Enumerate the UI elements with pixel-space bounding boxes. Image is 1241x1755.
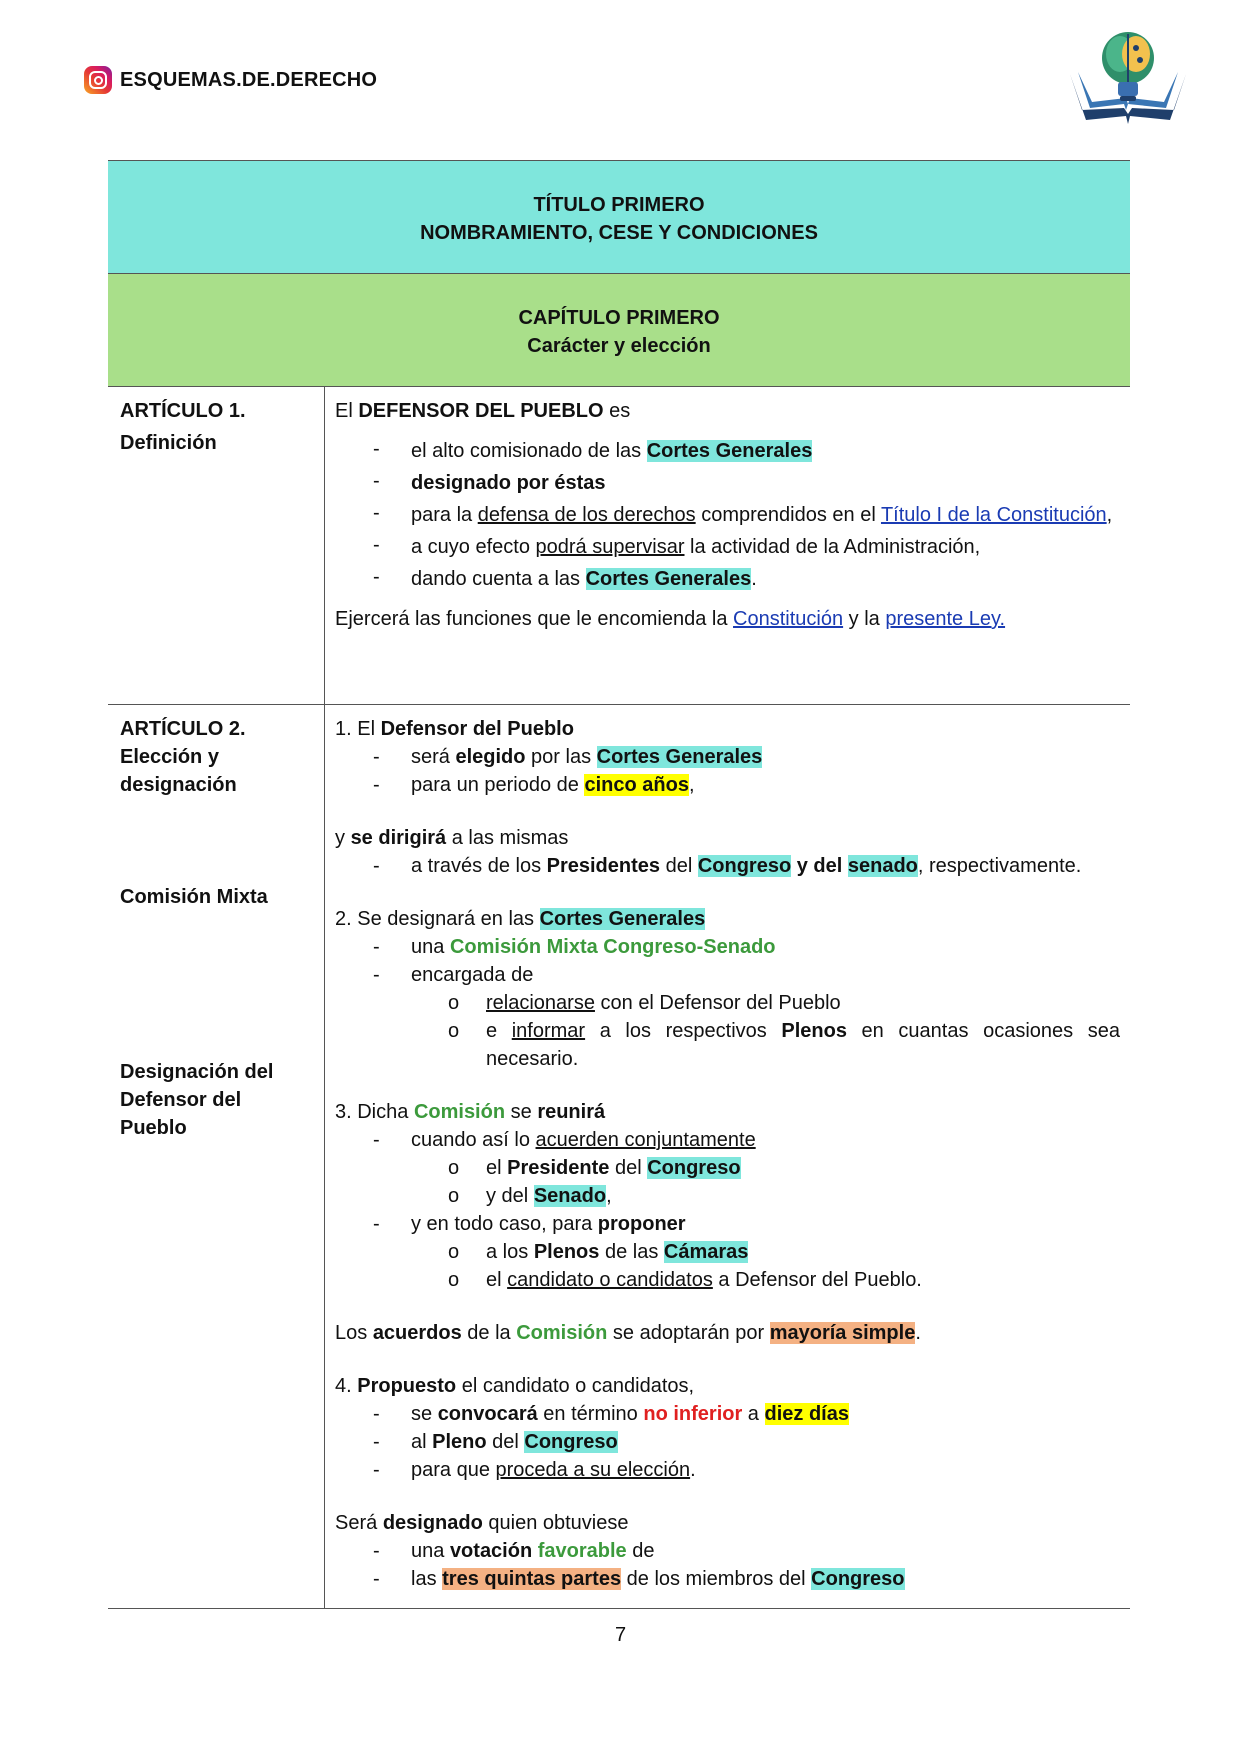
articulo1-heading: ARTÍCULO 1. bbox=[120, 400, 246, 422]
capitulo-line2: Carácter y elección bbox=[527, 335, 711, 357]
titulo-line2: NOMBRAMIENTO, CESE Y CONDICIONES bbox=[420, 222, 818, 244]
p3: 3. Dicha Comisión se reunirá bbox=[335, 1101, 606, 1123]
list-item: - al Pleno del Congreso bbox=[373, 1431, 618, 1453]
list-item: - para la defensa de los derechos comprendidos en el Título I de la Constitución, bbox=[373, 502, 1113, 526]
articulo1-body bbox=[325, 387, 1131, 705]
list-item: - una votación favorable de bbox=[373, 1540, 655, 1562]
titulo-line1: TÍTULO PRIMERO bbox=[533, 194, 705, 216]
list-item: o el Presidente del Congreso bbox=[448, 1157, 741, 1179]
side-designacion-1: Designación del bbox=[120, 1061, 274, 1083]
capitulo-line1: CAPÍTULO PRIMERO bbox=[518, 307, 720, 329]
list-item: o el candidato o candidatos a Defensor del Pueblo. bbox=[448, 1269, 922, 1291]
articulo1-closing: Ejercerá las funciones que le encomienda la Constitución y la presente Ley. bbox=[335, 608, 1006, 630]
p4-sera: Será designado quien obtuviese bbox=[335, 1512, 629, 1534]
list-item: - una Comisión Mixta Congreso-Senado bbox=[373, 936, 776, 958]
list-item: - las tres quintas partes de los miembros del Congreso bbox=[373, 1568, 905, 1590]
articulo1-intro: El DEFENSOR DEL PUEBLO es bbox=[335, 400, 631, 422]
p3-acuerdos: Los acuerdos de la Comisión se adoptarán por mayoría simple. bbox=[335, 1322, 921, 1344]
titulo-band bbox=[108, 161, 1130, 274]
articulo2-label bbox=[108, 705, 325, 1609]
list-item: - cuando así lo acuerden conjuntamente bbox=[373, 1129, 756, 1151]
capitulo-band bbox=[108, 274, 1130, 387]
list-item: o e informar a los respectivos Plenos en cuantas ocasiones sea necesario. bbox=[448, 1020, 1120, 1070]
p1: 1. El Defensor del Pueblo bbox=[335, 718, 574, 740]
side-designacion-3: Pueblo bbox=[120, 1117, 187, 1139]
p2: 2. Se designará en las Cortes Generales bbox=[335, 908, 706, 930]
articulo2-body bbox=[325, 705, 1131, 1609]
list-item: - a cuyo efecto podrá supervisar la actividad de la Administración, bbox=[373, 534, 981, 558]
content-table bbox=[108, 160, 1130, 1609]
brain-lightbulb-book-logo bbox=[1066, 24, 1190, 128]
titulo-constitucion-link[interactable]: Título I de la Constitución bbox=[880, 504, 1107, 526]
list-item: - para un periodo de cinco años, bbox=[373, 774, 695, 796]
list-item: - se convocará en término no inferior a diez días bbox=[373, 1403, 849, 1425]
articulo1-label bbox=[108, 387, 325, 705]
list-item: o a los Plenos de las Cámaras bbox=[448, 1241, 749, 1263]
presente-ley-link[interactable]: presente Ley. bbox=[885, 608, 1006, 630]
p4: 4. Propuesto el candidato o candidatos, bbox=[335, 1375, 695, 1397]
brand-name: ESQUEMAS.DE.DERECHO bbox=[120, 68, 378, 91]
side-comision-mixta: Comisión Mixta bbox=[120, 886, 268, 908]
articulo2-subheading-1: Elección y bbox=[120, 746, 219, 768]
list-item: - será elegido por las Cortes Generales bbox=[373, 746, 763, 768]
side-designacion-2: Defensor del bbox=[120, 1089, 242, 1111]
p1-cont: y se dirigirá a las mismas bbox=[335, 827, 569, 849]
list-item: o relacionarse con el Defensor del Pueblo bbox=[448, 992, 841, 1014]
brand-header bbox=[84, 66, 377, 94]
constitucion-link[interactable]: Constitución bbox=[733, 608, 844, 630]
list-item: - dando cuenta a las Cortes Generales. bbox=[373, 566, 757, 590]
list-item: o y del Senado, bbox=[448, 1185, 612, 1207]
page-number: 7 bbox=[614, 1624, 627, 1646]
list-item: - para que proceda a su elección. bbox=[373, 1459, 696, 1481]
articulo1-subheading: Definición bbox=[120, 432, 217, 454]
articulo2-heading: ARTÍCULO 2. bbox=[120, 718, 246, 740]
list-item: - designado por éstas bbox=[373, 470, 606, 494]
list-item: - y en todo caso, para proponer bbox=[373, 1213, 686, 1235]
instagram-icon bbox=[84, 66, 112, 94]
list-item: - el alto comisionado de las Cortes Generales bbox=[373, 438, 813, 462]
articulo2-subheading-2: designación bbox=[120, 774, 237, 796]
list-item: - encargada de bbox=[373, 964, 534, 986]
list-item: - a través de los Presidentes del Congreso y del senado, respectivamente. bbox=[373, 855, 1082, 877]
